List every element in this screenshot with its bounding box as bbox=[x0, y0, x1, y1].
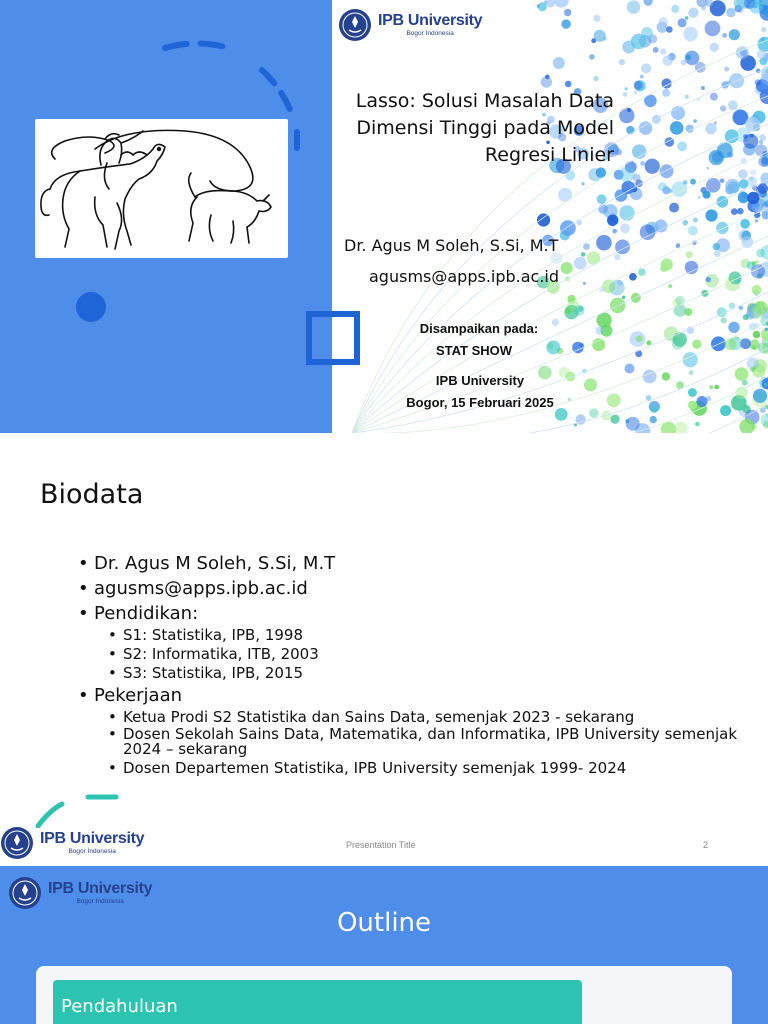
decorative-bubble bbox=[662, 89, 670, 97]
decorative-bubble bbox=[638, 268, 646, 276]
title-line: Dimensi Tinggi pada Model bbox=[356, 117, 614, 139]
decorative-bubble bbox=[644, 0, 653, 6]
decorative-bubble bbox=[565, 81, 572, 88]
education-item: • S1: Statistika, IPB, 1998 bbox=[108, 626, 758, 645]
decorative-bubble bbox=[726, 8, 735, 17]
decorative-bubble bbox=[614, 254, 620, 260]
decorative-bubble bbox=[729, 302, 735, 308]
decorative-bubble bbox=[596, 235, 612, 251]
cowboy-lasso-illustration bbox=[35, 119, 288, 258]
decorative-bubble bbox=[709, 385, 713, 389]
decorative-bubble bbox=[702, 191, 710, 199]
decorative-bubble bbox=[759, 134, 766, 141]
decorative-bubble bbox=[709, 150, 724, 165]
decorative-bubble bbox=[596, 327, 604, 335]
decorative-bubble bbox=[750, 169, 757, 176]
decorative-bubble bbox=[641, 63, 651, 73]
title-line: Lasso: Solusi Masalah Data bbox=[355, 90, 614, 112]
decorative-bubble bbox=[546, 0, 554, 8]
decorative-bubble bbox=[749, 177, 753, 181]
decorative-bubble bbox=[666, 26, 673, 33]
decorative-bubble bbox=[612, 229, 617, 234]
decorative-bubble bbox=[698, 196, 701, 199]
decorative-bubble bbox=[564, 9, 571, 16]
work-item: • Dosen Departemen Statistika, IPB University semenjak 1999- 2024 bbox=[108, 759, 758, 778]
decorative-teal-dashed-arc bbox=[30, 788, 130, 828]
decorative-bubble bbox=[574, 257, 587, 270]
decorative-bubble bbox=[706, 167, 709, 170]
decorative-bubble bbox=[739, 179, 749, 189]
decorative-bubble bbox=[695, 422, 700, 427]
list-item-text: Dr. Agus M Soleh, S.Si, M.T bbox=[94, 553, 336, 574]
decorative-bubble bbox=[620, 223, 630, 233]
decorative-bubble bbox=[560, 220, 576, 236]
decorative-bubble bbox=[602, 280, 616, 294]
decorative-bubble bbox=[676, 243, 681, 248]
decorative-bubble bbox=[757, 49, 766, 58]
decorative-bubble bbox=[725, 129, 739, 143]
slide-title: Biodata bbox=[40, 479, 144, 510]
decorative-bubble bbox=[724, 67, 729, 72]
decorative-bubble bbox=[761, 27, 766, 32]
decorative-bubble bbox=[716, 222, 728, 234]
decorative-bubble bbox=[686, 251, 693, 258]
decorative-bubble bbox=[593, 15, 600, 22]
decorative-bubble bbox=[674, 304, 687, 317]
ipb-logo bbox=[8, 876, 152, 910]
decorative-bubble bbox=[755, 79, 761, 85]
decorative-bubble bbox=[674, 422, 688, 433]
decorative-bubble bbox=[731, 208, 738, 215]
education-item: • S2: Informatika, ITB, 2003 bbox=[108, 645, 758, 664]
list-item bbox=[78, 683, 758, 778]
decorative-bubble bbox=[721, 317, 727, 323]
venue-name: IPB University bbox=[435, 373, 525, 388]
decorative-bubble bbox=[681, 60, 687, 66]
decorative-bubble bbox=[671, 5, 679, 13]
decorative-bubble bbox=[651, 406, 658, 413]
decorative-bubble bbox=[640, 75, 644, 79]
decorative-bubble bbox=[756, 249, 765, 258]
logo-name: IPB University bbox=[48, 879, 153, 897]
decorative-bubble bbox=[749, 0, 762, 13]
decorative-bubble bbox=[593, 76, 598, 81]
decorative-bubble bbox=[748, 62, 753, 67]
outline-slide bbox=[0, 866, 768, 1024]
decorative-bubble bbox=[714, 121, 717, 124]
decorative-bubble bbox=[685, 261, 698, 274]
decorative-bubble bbox=[646, 395, 652, 401]
decorative-bubble bbox=[761, 413, 768, 427]
decorative-bubble bbox=[659, 17, 668, 26]
list-item bbox=[78, 576, 758, 601]
decorative-bubble bbox=[745, 117, 760, 132]
decorative-bubble bbox=[619, 205, 634, 220]
decorative-bubble bbox=[583, 282, 586, 285]
decorative-bubble bbox=[710, 43, 719, 52]
decorative-bubble bbox=[751, 306, 765, 320]
decorative-bubble bbox=[701, 5, 706, 10]
list-item bbox=[78, 601, 758, 683]
slide-title: Outline bbox=[336, 908, 432, 938]
decorative-bubble bbox=[729, 29, 740, 40]
decorative-bubble bbox=[587, 251, 600, 264]
decorative-bubble bbox=[568, 299, 579, 310]
decorative-bubble bbox=[589, 54, 595, 60]
decorative-bubble bbox=[688, 8, 698, 18]
title-slide bbox=[0, 0, 768, 433]
decorative-bubble bbox=[728, 100, 738, 110]
decorative-bubble bbox=[693, 119, 697, 123]
decorative-bubble bbox=[634, 81, 643, 90]
biodata-slide bbox=[0, 433, 768, 866]
event-name: STAT SHOW bbox=[435, 343, 513, 358]
decorative-bubble bbox=[753, 389, 767, 403]
decorative-bubble bbox=[537, 213, 550, 226]
decorative-bubble bbox=[758, 156, 768, 167]
ipb-logo bbox=[0, 826, 144, 860]
decorative-bubble bbox=[706, 277, 711, 282]
ipb-logo bbox=[338, 8, 482, 42]
decorative-bubble bbox=[705, 21, 721, 37]
work-list bbox=[108, 708, 758, 778]
decorative-bubble bbox=[720, 179, 725, 184]
decorative-bubble bbox=[720, 405, 731, 416]
decorative-bubble bbox=[640, 224, 656, 240]
author-email: agusms@apps.ipb.ac.id bbox=[369, 267, 560, 286]
decorative-bubble bbox=[631, 34, 647, 50]
page-number: 2 bbox=[703, 840, 709, 850]
decorative-bubble bbox=[634, 91, 637, 94]
logo-name: IPB University bbox=[378, 11, 483, 29]
decorative-bubble bbox=[765, 328, 768, 331]
logo-tagline: Bogor Indonesia bbox=[76, 897, 124, 905]
decorative-bubble bbox=[645, 159, 660, 174]
decorative-bubble bbox=[750, 367, 755, 372]
decorative-bubble bbox=[758, 183, 768, 194]
decorative-bubble bbox=[625, 364, 635, 374]
decorative-bubble bbox=[654, 220, 667, 233]
decorative-bubble bbox=[610, 298, 626, 314]
decorative-bubble bbox=[697, 396, 708, 407]
decorative-bubble bbox=[752, 346, 756, 350]
list-item bbox=[78, 551, 758, 576]
decorative-bubble bbox=[716, 238, 730, 252]
decorative-bubble bbox=[720, 105, 726, 111]
decorative-bubble bbox=[688, 401, 697, 410]
decorative-bubble bbox=[660, 49, 666, 55]
decorative-bubble bbox=[672, 337, 684, 349]
decorative-bubble bbox=[639, 121, 652, 134]
decorative-bubble bbox=[669, 203, 679, 213]
decorative-bubble bbox=[697, 98, 700, 101]
decorative-bubble bbox=[623, 92, 628, 97]
logo-tagline: Bogor Indonesia bbox=[68, 847, 116, 855]
decorative-bubble bbox=[629, 182, 636, 189]
decorative-bubble bbox=[538, 2, 547, 11]
decorative-bubble bbox=[714, 250, 721, 257]
list-item-text: Pekerjaan bbox=[94, 685, 183, 706]
decorative-bubble bbox=[738, 169, 748, 179]
decorative-bubble bbox=[728, 322, 739, 333]
decorative-bubble bbox=[687, 327, 694, 334]
decorative-bubble bbox=[662, 55, 673, 66]
decorative-bubble bbox=[725, 179, 740, 194]
decorative-bubble bbox=[631, 293, 641, 303]
education-list bbox=[108, 626, 758, 683]
decorative-dot bbox=[76, 292, 106, 322]
decorative-bubble bbox=[658, 182, 667, 191]
decorative-bubble bbox=[601, 410, 611, 420]
decorative-bubble bbox=[626, 126, 634, 134]
education-item: • S3: Statistika, IPB, 2015 bbox=[108, 664, 758, 683]
decorative-bubble bbox=[541, 76, 552, 87]
decorative-bubble bbox=[622, 296, 626, 300]
decorative-bubble bbox=[692, 340, 701, 349]
decorative-bubble bbox=[743, 134, 758, 149]
decorative-bubble bbox=[627, 0, 640, 13]
decorative-bubble bbox=[706, 178, 721, 193]
decorative-bubble bbox=[683, 27, 697, 41]
decorative-bubble bbox=[735, 387, 747, 399]
author-name: Dr. Agus M Soleh, S.Si, M.T bbox=[344, 236, 559, 255]
decorative-bubble bbox=[693, 218, 698, 223]
decorative-bubble bbox=[755, 219, 758, 222]
presentation-date: Bogor, 15 Februari 2025 bbox=[406, 395, 554, 410]
decorative-bubble bbox=[640, 161, 645, 166]
decorative-bubble bbox=[553, 57, 565, 69]
delivered-label: Disampaikan pada: bbox=[419, 321, 539, 336]
decorative-bubble bbox=[747, 192, 759, 204]
decorative-bubble bbox=[646, 340, 651, 345]
presentation-title bbox=[314, 88, 614, 169]
decorative-bubble-network bbox=[332, 0, 768, 433]
decorative-bubble bbox=[653, 47, 659, 53]
decorative-bubble bbox=[705, 123, 716, 134]
decorative-bubble bbox=[701, 86, 705, 90]
decorative-bubble bbox=[661, 258, 673, 270]
decorative-bubble bbox=[619, 108, 634, 123]
decorative-bubble bbox=[743, 194, 747, 198]
decorative-bubble bbox=[650, 416, 657, 423]
decorative-bubble bbox=[740, 219, 750, 229]
decorative-bubble bbox=[690, 179, 696, 185]
decorative-bubble bbox=[714, 385, 719, 390]
logo-name: IPB University bbox=[40, 829, 145, 847]
decorative-bubble bbox=[610, 415, 619, 424]
decorative-bubble bbox=[689, 370, 694, 375]
decorative-bubble bbox=[735, 367, 749, 381]
ipb-seal-icon bbox=[8, 876, 42, 910]
decorative-bubble bbox=[670, 121, 684, 135]
decorative-bubble bbox=[668, 284, 672, 288]
decorative-bubble bbox=[764, 383, 767, 386]
decorative-bubble bbox=[686, 55, 691, 60]
footer-title: Presentation Title bbox=[346, 840, 416, 850]
decorative-bubble bbox=[741, 236, 753, 248]
decorative-bubble bbox=[561, 19, 570, 28]
decorative-bubble bbox=[685, 16, 689, 20]
decorative-bubble bbox=[629, 273, 637, 281]
logo-tagline: Bogor Indonesia bbox=[406, 29, 454, 37]
decorative-bubble bbox=[589, 408, 599, 418]
decorative-bubble bbox=[583, 243, 590, 250]
decorative-bubble bbox=[598, 204, 608, 214]
outline-item-label: Pendahuluan bbox=[61, 996, 178, 1017]
decorative-bubble bbox=[581, 182, 584, 185]
work-item: • Ketua Prodi S2 Statistika dan Sains Data, semenjak 2023 - sekarang bbox=[108, 708, 758, 727]
decorative-bubble bbox=[660, 164, 674, 178]
decorative-bubble bbox=[554, 0, 569, 8]
decorative-bubble bbox=[677, 142, 687, 152]
decorative-bubble bbox=[625, 87, 628, 90]
title-line: Regresi Linier bbox=[484, 144, 614, 166]
decorative-bubble bbox=[588, 168, 601, 181]
ipb-seal-icon bbox=[338, 8, 372, 42]
decorative-bubble bbox=[607, 394, 621, 408]
decorative-bubble bbox=[683, 220, 689, 226]
biodata-list bbox=[78, 551, 758, 778]
decorative-bubble bbox=[737, 208, 744, 215]
decorative-bubble bbox=[594, 30, 606, 42]
decorative-bubble bbox=[662, 372, 670, 380]
work-item: • Dosen Sekolah Sains Data, Matematika, dan Informatika, IPB University semenjak 2024 – sekarang bbox=[108, 727, 758, 759]
decorative-bubble bbox=[685, 95, 689, 99]
decorative-bubble bbox=[558, 188, 572, 202]
decorative-bubble bbox=[752, 285, 762, 295]
decorative-bubble bbox=[592, 338, 605, 351]
decorative-bubble bbox=[561, 262, 573, 274]
decorative-bubble bbox=[636, 335, 643, 342]
decorative-bubble bbox=[627, 108, 631, 112]
decorative-bubble bbox=[761, 37, 765, 41]
decorative-bubble bbox=[619, 167, 635, 183]
ipb-seal-icon bbox=[0, 826, 34, 860]
decorative-bubble bbox=[581, 252, 586, 257]
decorative-bubble bbox=[688, 226, 698, 236]
cowboy-roping-calf-drawing bbox=[35, 119, 288, 258]
decorative-bubble bbox=[753, 331, 761, 339]
decorative-bubble bbox=[688, 388, 697, 397]
decorative-bubble bbox=[584, 378, 597, 391]
decorative-bubble bbox=[724, 338, 736, 350]
list-item-text: Pendidikan: bbox=[94, 603, 199, 624]
decorative-bubble bbox=[705, 209, 717, 221]
decorative-bubble bbox=[619, 59, 625, 65]
decorative-bubble bbox=[626, 417, 640, 431]
list-item-text: agusms@apps.ipb.ac.id bbox=[94, 578, 308, 599]
decorative-bubble bbox=[597, 194, 607, 204]
decorative-bubble bbox=[722, 33, 727, 38]
decorative-bubble bbox=[678, 18, 687, 27]
decorative-bubble bbox=[710, 93, 718, 101]
